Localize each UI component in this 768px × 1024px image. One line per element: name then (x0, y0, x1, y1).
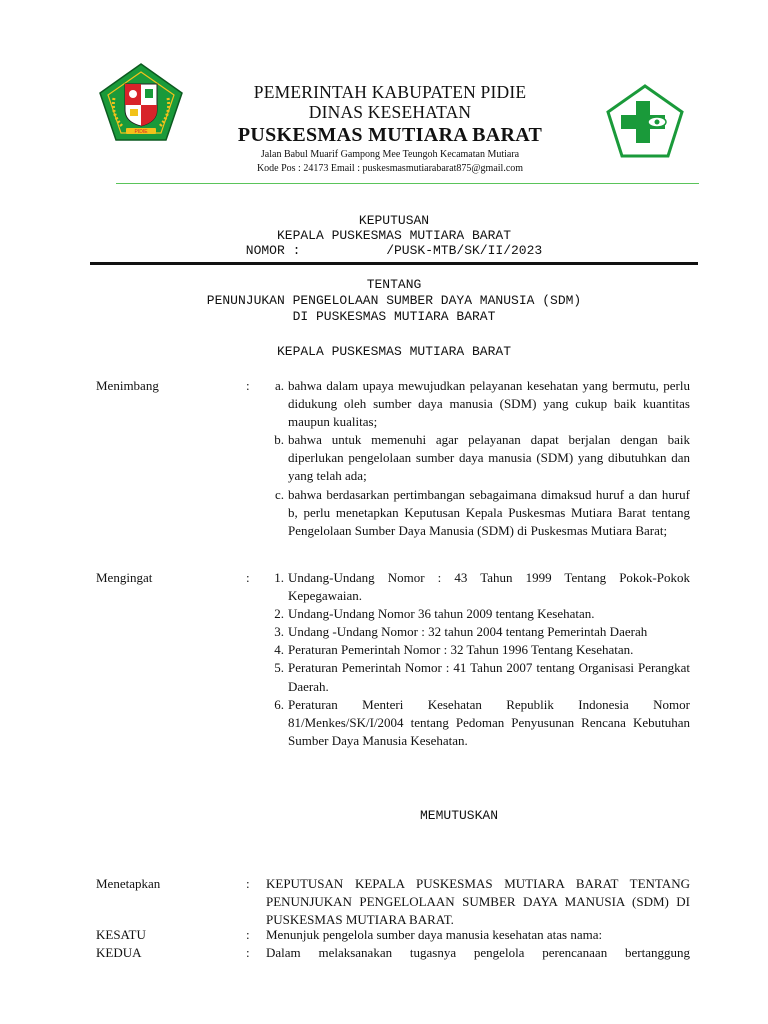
address-line: Jalan Babul Muarif Gampong Mee Teungoh Kecamatan Mutiara (260, 149, 520, 160)
puskesmas-emblem-icon (605, 84, 685, 158)
subject-line-1: PENUNJUKAN PENGELOLAAN SUMBER DAYA MANUSIA (SDM) (206, 293, 582, 308)
item-text: Peraturan Pemerintah Nomor : 41 Tahun 2007 tentang Organisasi Perangkat Daerah. (288, 660, 690, 694)
list-item (262, 641, 690, 659)
letterhead (200, 82, 580, 176)
menimbang-list (262, 377, 690, 540)
agency-name: DINAS KESEHATAN (308, 102, 472, 122)
list-item (262, 696, 690, 750)
list-item (262, 623, 690, 641)
decree-heading: KEPUTUSAN (358, 213, 430, 228)
list-item (262, 431, 690, 485)
item-text: bahwa untuk memenuhi agar pelayanan dapat berjalan dengan baik diperlukan pengelolaan sumber daya manusia (SDM) yang dibutuhkan dan yang telah ada; (288, 432, 690, 484)
kesatu-label: KESATU (96, 927, 146, 942)
kesatu-text: Menunjuk pengelola sumber daya manusia kesehatan atas nama: (266, 927, 603, 942)
menetapkan-colon: : (246, 876, 250, 891)
svg-text:PIDIE: PIDIE (134, 129, 148, 135)
item-marker: 1. (274, 570, 284, 585)
item-text: bahwa dalam upaya mewujudkan pelayanan kesehatan yang bermutu, perlu didukung oleh sumber daya manusia (SDM) yang cukup baik kuantitas maupun kualitas; (288, 378, 690, 430)
kedua-text: Dalam melaksanakan tugasnya pengelola perencanaan bertanggung (266, 945, 690, 960)
mengingat-label: Mengingat (96, 570, 153, 585)
pidie-regency-emblem-icon (98, 62, 184, 142)
item-marker: c. (274, 486, 284, 502)
item-marker: a. (274, 378, 284, 393)
decree-number: NOMOR : /PUSK-MTB/SK/II/2023 (245, 243, 543, 258)
item-marker: 4. (274, 642, 284, 658)
kedua-colon: : (246, 945, 250, 960)
issuer-heading: KEPALA PUSKESMAS MUTIARA BARAT (276, 344, 512, 359)
kedua-label: KEDUA (96, 945, 142, 960)
menetapkan-label: Menetapkan (96, 876, 161, 891)
item-text: Undang-Undang Nomor 36 tahun 2009 tentang Kesehatan. (288, 606, 595, 622)
government-name: PEMERINTAH KABUPATEN PIDIE (253, 82, 527, 102)
memutuskan-heading: MEMUTUSKAN (419, 808, 498, 823)
menetapkan-text: KEPUTUSAN KEPALA PUSKESMAS MUTIARA BARAT TENTANG PENUNJUKAN PENGELOLAAN SUMBER DAYA MANUSIA (SDM) DI PUSKESMAS MUTIARA BARAT. (266, 876, 690, 927)
item-marker: 6. (274, 696, 284, 712)
item-text: Undang-Undang Nomor : 43 Tahun 1999 Tentang Pokok-Pokok Kepegawaian. (288, 570, 690, 604)
menimbang-label: Menimbang (96, 378, 159, 393)
list-item (262, 659, 690, 695)
item-marker: b. (274, 432, 284, 448)
subject-line-2: DI PUSKESMAS MUTIARA BARAT (292, 309, 496, 324)
kesatu-colon: : (246, 927, 250, 942)
decree-issuer: KEPALA PUSKESMAS MUTIARA BARAT (276, 228, 512, 243)
subject-label: TENTANG (366, 277, 422, 292)
list-item (262, 377, 690, 431)
menimbang-colon: : (246, 378, 250, 393)
letterhead-divider (116, 183, 699, 184)
decree-subject (90, 277, 698, 325)
item-marker: 2. (274, 606, 284, 622)
item-text: Peraturan Pemerintah Nomor : 32 Tahun 1996 Tentang Kesehatan. (288, 642, 634, 658)
mengingat-list (262, 569, 690, 750)
item-text: Peraturan Menteri Kesehatan Republik Indonesia Nomor 81/Menkes/SK/I/2004 tentang Pedoman Penyusunan Rencana Kebutuhan Sumber Daya Manusia Kesehatan. (288, 696, 690, 748)
contact-line: Kode Pos : 24173 Email : puskesmasmutiarabarat875@gmail.com (256, 163, 524, 174)
list-item (262, 486, 690, 540)
list-item (262, 569, 690, 605)
item-text: bahwa berdasarkan pertimbangan sebagaimana dimaksud huruf a dan huruf b, perlu menetapkan Keputusan Kepala Puskesmas Mutiara Barat tentang Pengelolaan Sumber Daya Manusia (SDM) di Puskesmas Mutiara Barat; (288, 486, 690, 538)
item-text: Undang -Undang Nomor : 32 tahun 2004 tentang Pemerintah Daerah (288, 624, 648, 640)
item-marker: 3. (274, 624, 284, 640)
item-marker: 5. (274, 660, 284, 676)
decree-title (90, 213, 698, 258)
list-item (262, 605, 690, 623)
mengingat-colon: : (246, 570, 250, 585)
institution-name: PUSKESMAS MUTIARA BARAT (237, 124, 543, 146)
title-divider (90, 262, 698, 265)
